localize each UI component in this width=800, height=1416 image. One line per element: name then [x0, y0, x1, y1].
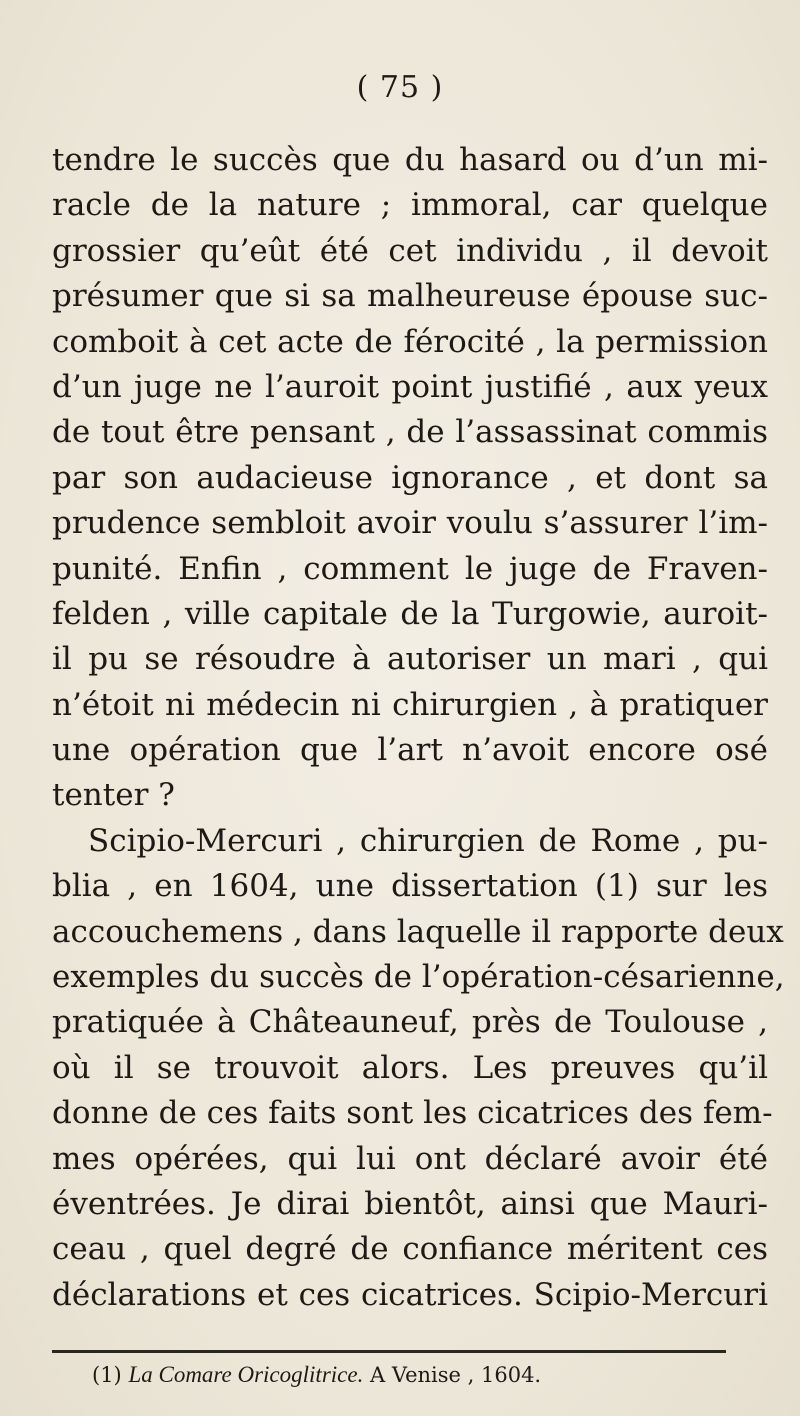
text-line: racle de la nature ; immoral, car quelque	[52, 187, 768, 224]
text-line: grossier qu’eût été cet individu , il devoit	[52, 232, 768, 269]
text-line: exemples du succès de l’opération-césarienne,	[52, 959, 785, 996]
text-line: d’un juge ne l’auroit point justifié , aux yeux	[52, 368, 768, 405]
text-line: une opération que l’art n’avoit encore osé	[52, 732, 768, 769]
text-line: de tout être pensant , de l’assassinat commis	[52, 414, 768, 451]
footnote-marker: (1)	[92, 1363, 122, 1387]
text-line: Scipio-Mercuri , chirurgien de Rome , pu-	[88, 822, 768, 859]
text-line: comboit à cet acte de férocité , la permission	[52, 323, 768, 360]
text-line: tenter ?	[52, 777, 175, 814]
text-line: mes opérées, qui lui ont déclaré avoir été	[52, 1140, 768, 1177]
text-line: felden , ville capitale de la Turgowie, auroit-	[52, 595, 768, 632]
text-line: n’étoit ni médecin ni chirurgien , à pratiquer	[52, 686, 768, 723]
footnote-title: La Comare Oricoglitrice.	[128, 1362, 364, 1387]
text-line: punité. Enfin , comment le juge de Fraven-	[52, 550, 768, 587]
page-number: ( 75 )	[356, 70, 444, 105]
footnote-rule	[52, 1350, 726, 1353]
text-line: présumer que si sa malheureuse épouse suc-	[52, 278, 768, 315]
text-line: pratiquée à Châteauneuf, près de Toulouse ,	[52, 1004, 768, 1041]
text-line: tendre le succès que du hasard ou d’un mi-	[52, 142, 768, 178]
footnote	[92, 1362, 541, 1388]
text-line: éventrées. Je dirai bientôt, ainsi que Mauri-	[52, 1185, 768, 1222]
text-line: déclarations et ces cicatrices. Scipio-Mercuri	[52, 1276, 768, 1313]
body-text	[52, 138, 785, 1318]
text-line: accouchemens , dans laquelle il rapporte deux	[52, 913, 784, 950]
footnote-rest: A Venise , 1604.	[370, 1363, 542, 1387]
text-line: donne de ces faits sont les cicatrices des fem-	[52, 1095, 773, 1132]
text-line: il pu se résoudre à autoriser un mari , qui	[52, 641, 768, 678]
text-line: ceau , quel degré de confiance méritent ces	[52, 1231, 768, 1268]
text-line: par son audacieuse ignorance , et dont sa	[52, 459, 768, 496]
text-line: où il se trouvoit alors. Les preuves qu’il	[52, 1049, 768, 1086]
text-line: blia , en 1604, une dissertation (1) sur les	[52, 868, 768, 905]
text-line: prudence sembloit avoir voulu s’assurer l’im-	[52, 505, 768, 542]
